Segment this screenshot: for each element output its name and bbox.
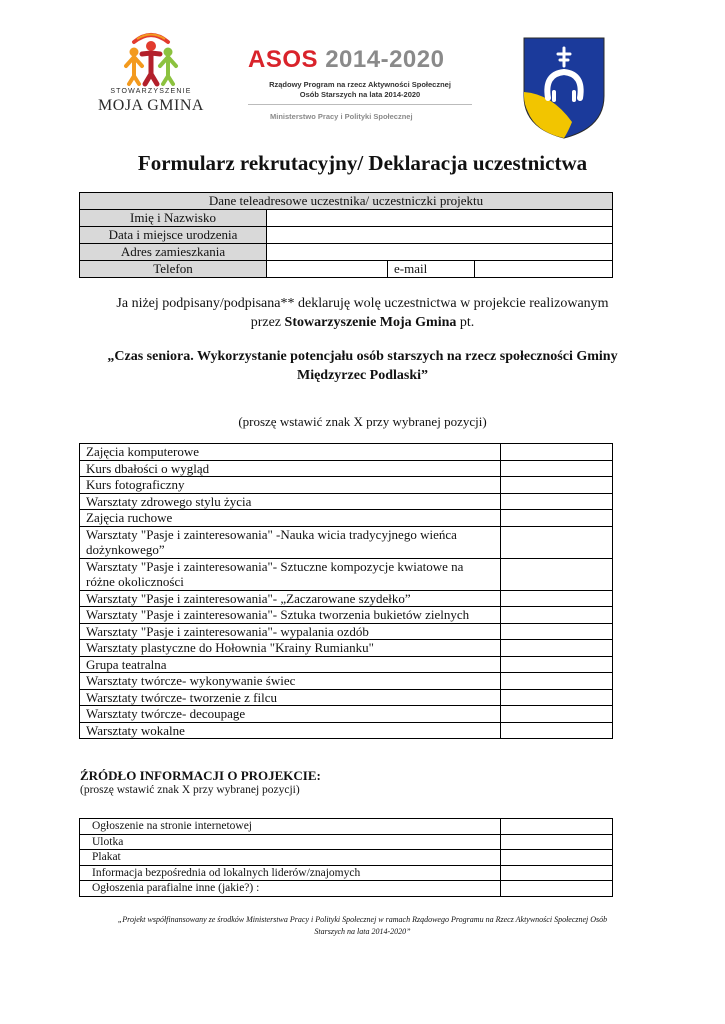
table-row <box>80 558 613 590</box>
option-checkbox-cell[interactable] <box>501 526 613 558</box>
option-label: Ulotka <box>80 834 501 850</box>
asos-line-2: Osób Starszych na lata 2014-2020 <box>299 90 421 99</box>
table-row <box>80 261 613 278</box>
table-row <box>80 510 613 527</box>
option-checkbox-cell[interactable] <box>501 558 613 590</box>
declaration-organization: Stowarzyszenie Moja Gmina <box>284 315 457 330</box>
name-field[interactable] <box>267 210 613 227</box>
page-title: Formularz rekrutacyjny/ Deklaracja uczestnictwa <box>137 151 588 175</box>
table-row <box>80 640 613 657</box>
footer-line-1: „Projekt współfinansowany ze środków Ministerstwa Pracy i Polityki Społecznej w ramach Rządowego Programu na Rzecz Aktywności Społecznej Osób <box>117 915 608 924</box>
table-row <box>80 590 613 607</box>
declaration-line-1: Ja niżej podpisany/podpisana** deklaruję wolę uczestnictwa w projekcie realizowanym <box>116 296 609 311</box>
logo-asos <box>248 46 472 130</box>
address-field[interactable] <box>267 244 613 261</box>
phone-field[interactable] <box>267 261 388 278</box>
email-field[interactable] <box>475 261 613 278</box>
phone-label: Telefon <box>80 261 267 278</box>
table-row <box>80 819 613 835</box>
option-checkbox-cell[interactable] <box>501 623 613 640</box>
table-row <box>80 834 613 850</box>
table-row <box>80 227 613 244</box>
moja-gmina-small-text: STOWARZYSZENIE <box>110 88 192 95</box>
option-checkbox-cell[interactable] <box>501 640 613 657</box>
table-row <box>80 865 613 881</box>
choose-hint: (proszę wstawić znak X przy wybranej pozycji) <box>238 414 487 429</box>
asos-ministry: Ministerstwo Pracy i Polityki Społecznej <box>270 112 413 121</box>
table-row <box>80 673 613 690</box>
option-checkbox-cell[interactable] <box>501 722 613 739</box>
option-label: Warsztaty zdrowego stylu życia <box>80 493 501 510</box>
option-checkbox-cell[interactable] <box>501 881 613 897</box>
option-label: Warsztaty "Pasje i zainteresowania"- Sztuka tworzenia bukietów zielnych <box>80 607 501 624</box>
birth-field[interactable] <box>267 227 613 244</box>
declaration-prefix: przez <box>250 315 285 330</box>
contact-table <box>79 192 613 278</box>
moja-gmina-figures-icon <box>96 26 206 88</box>
option-checkbox-cell[interactable] <box>501 834 613 850</box>
option-label: Zajęcia ruchowe <box>80 510 501 527</box>
table-row <box>80 722 613 739</box>
table-row <box>80 706 613 723</box>
table-row <box>80 460 613 477</box>
table-row <box>80 210 613 227</box>
option-checkbox-cell[interactable] <box>501 510 613 527</box>
declaration-suffix: pt. <box>456 315 475 330</box>
table-row <box>80 526 613 558</box>
asos-title-name: ASOS <box>248 46 319 73</box>
table-row <box>80 656 613 673</box>
project-title-line-1: „Czas seniora. Wykorzystanie potencjału osób starszych na rzecz społeczności Gminy <box>107 349 618 364</box>
option-checkbox-cell[interactable] <box>501 850 613 866</box>
option-label: Ogłoszenia parafialne inne (jakie?) : <box>80 881 501 897</box>
asos-title <box>248 46 444 74</box>
option-label: Warsztaty "Pasje i zainteresowania"- wypalania ozdób <box>80 623 501 640</box>
option-label: Ogłoszenie na stronie internetowej <box>80 819 501 835</box>
table-row <box>80 244 613 261</box>
option-checkbox-cell[interactable] <box>501 590 613 607</box>
option-checkbox-cell[interactable] <box>501 444 613 461</box>
source-hint: (proszę wstawić znak X przy wybranej pozycji) <box>80 784 300 796</box>
option-checkbox-cell[interactable] <box>501 493 613 510</box>
option-checkbox-cell[interactable] <box>501 656 613 673</box>
project-title-line-2: Międzyrzec Podlaski” <box>296 368 429 383</box>
option-checkbox-cell[interactable] <box>501 477 613 494</box>
asos-title-years: 2014-2020 <box>325 46 445 73</box>
option-label: Kurs dbałości o wygląd <box>80 460 501 477</box>
option-label: Warsztaty wokalne <box>80 722 501 739</box>
name-label: Imię i Nazwisko <box>80 210 267 227</box>
option-label: Warsztaty twórcze- wykonywanie świec <box>80 673 501 690</box>
table-row <box>80 193 613 210</box>
option-checkbox-cell[interactable] <box>501 706 613 723</box>
option-label: Kurs fotograficzny <box>80 477 501 494</box>
table-row <box>80 689 613 706</box>
option-label: Plakat <box>80 850 501 866</box>
option-label: Zajęcia komputerowe <box>80 444 501 461</box>
table-row <box>80 850 613 866</box>
asos-line-1: Rządowy Program na rzecz Aktywności Społecznej <box>269 80 451 89</box>
option-label: Warsztaty twórcze- decoupage <box>80 706 501 723</box>
option-label: Warsztaty "Pasje i zainteresowania" -Nauka wicia tradycyjnego wieńca dożynkowego” <box>80 526 501 558</box>
activities-table <box>79 443 613 739</box>
option-label: Informacja bezpośrednia od lokalnych liderów/znajomych <box>80 865 501 881</box>
option-label: Warsztaty "Pasje i zainteresowania"- Sztuczne kompozycje kwiatowe na różne okoliczności <box>80 558 501 590</box>
option-checkbox-cell[interactable] <box>501 673 613 690</box>
moja-gmina-big-text: MOJA GMINA <box>98 97 204 114</box>
table-row <box>80 493 613 510</box>
email-label: e-mail <box>388 261 475 278</box>
option-checkbox-cell[interactable] <box>501 819 613 835</box>
table-row <box>80 881 613 897</box>
option-checkbox-cell[interactable] <box>501 689 613 706</box>
footer-note <box>100 914 625 938</box>
source-title: ŹRÓDŁO INFORMACJI O PROJEKCIE: <box>80 768 321 783</box>
logo-moja-gmina <box>96 26 206 122</box>
coat-of-arms-icon <box>522 36 606 140</box>
option-checkbox-cell[interactable] <box>501 865 613 881</box>
address-label: Adres zamieszkania <box>80 244 267 261</box>
table-row <box>80 623 613 640</box>
option-label: Warsztaty plastyczne do Hołownia "Krainy Rumianku" <box>80 640 501 657</box>
table-row <box>80 607 613 624</box>
option-checkbox-cell[interactable] <box>501 607 613 624</box>
option-checkbox-cell[interactable] <box>501 460 613 477</box>
footer-line-2: Starszych na lata 2014-2020” <box>314 927 411 936</box>
birth-label: Data i miejsce urodzenia <box>80 227 267 244</box>
option-label: Warsztaty twórcze- tworzenie z filcu <box>80 689 501 706</box>
option-label: Grupa teatralna <box>80 656 501 673</box>
table-row <box>80 477 613 494</box>
option-label: Warsztaty "Pasje i zainteresowania"- „Zaczarowane szydełko” <box>80 590 501 607</box>
declaration-line-2 <box>80 313 645 332</box>
source-table <box>79 818 613 897</box>
asos-divider <box>248 104 472 105</box>
table-row <box>80 444 613 461</box>
contact-table-header: Dane teleadresowe uczestnika/ uczestniczki projektu <box>80 193 613 210</box>
